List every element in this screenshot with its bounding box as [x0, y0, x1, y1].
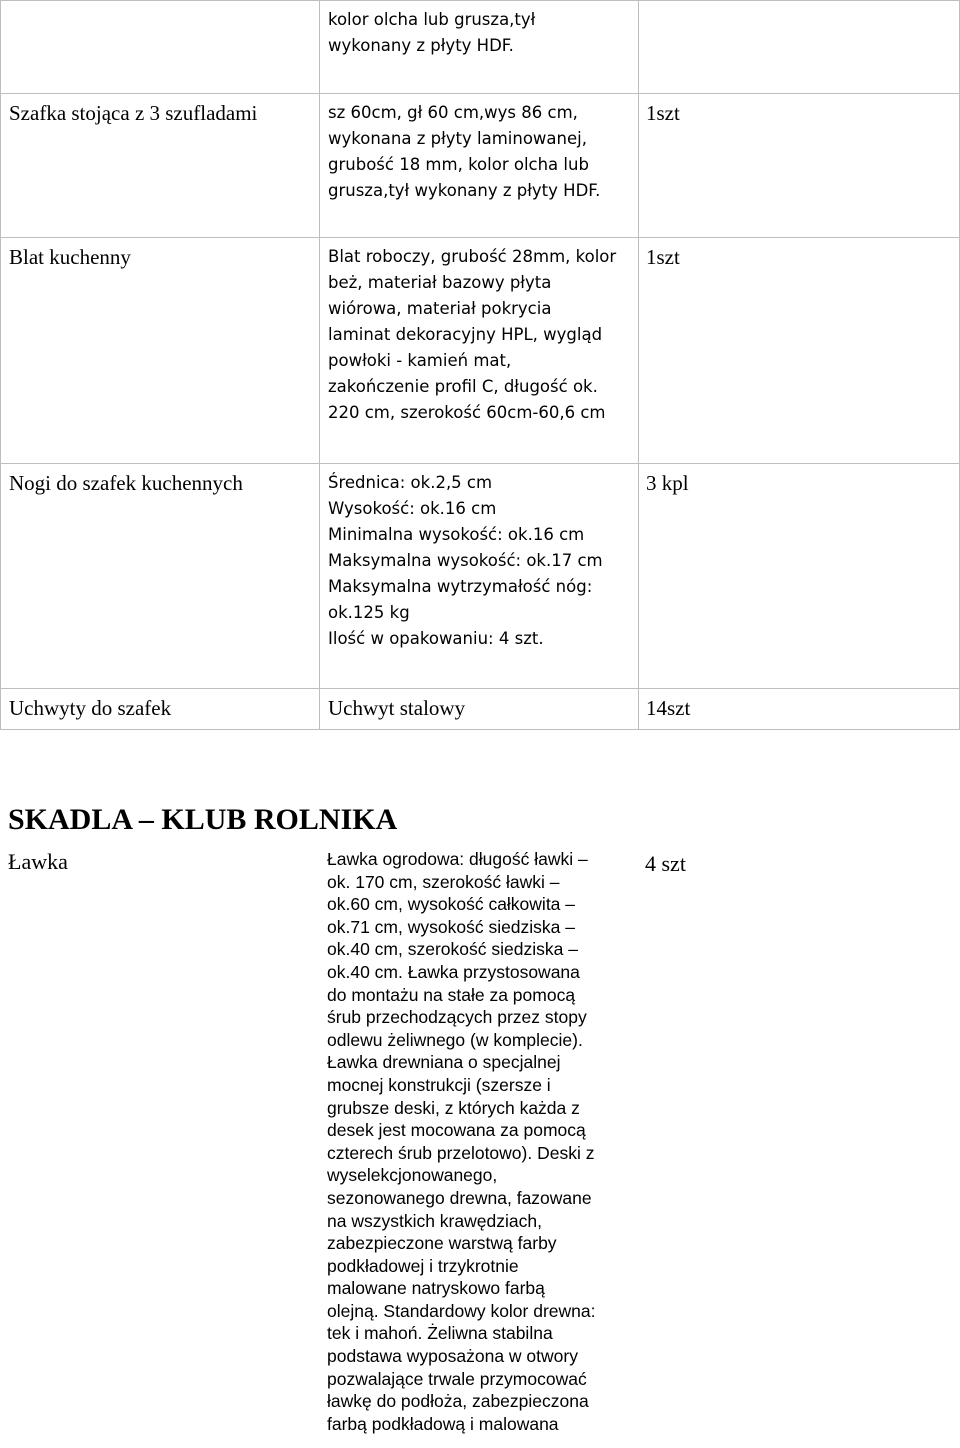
- item-name: Nogi do szafek kuchennych: [9, 471, 243, 495]
- item-description-cell: [320, 94, 639, 238]
- item-name-cell: [1, 238, 320, 464]
- item-description-cell: [320, 238, 639, 464]
- item-name-cell: [1, 689, 320, 730]
- item-name: Uchwyty do szafek: [9, 696, 172, 720]
- item-quantity-cell: [639, 1, 960, 94]
- item-description-cell: [320, 464, 639, 689]
- item-quantity: [639, 1, 959, 7]
- item-name-cell: [1, 464, 320, 689]
- item-description-cell: [320, 1, 639, 94]
- item-quantity-cell: [639, 94, 960, 238]
- bench-name: Ławka: [8, 849, 68, 874]
- item-name: [1, 1, 319, 7]
- bench-description: Ławka ogrodowa: długość ławki – ok. 170 cm, szerokość ławki – ok.60 cm, wysokość całkowita – ok.71 cm, wysokość siedziska – ok.40 cm, szerokość siedziska – ok.40 cm. Ławka przystosowana do montażu na stałe za pomocą śrub przechodzących przez stopy odlewu żeliwnego (w komplecie). Ławka drewniana o specjalnej mocnej konstrukcji (szersze i grubsze deski, z których każda z desek jest mocowana za pomocą czterech śrub przelotowo). Deski z wyselekcjonowanego, sezonowanego drewna, fazowane na wszystkich krawędziach, zabezpieczone warstwą farby podkładowej i trzykrotnie malowane natryskowo farbą olejną. Standardowy kolor drewna: tek i mahoń. Żeliwna stabilna podstawa wyposażona w otwory pozwalające trwale przymocować ławkę do podłoża, zabezpieczona farbą podkładową i malowana: [327, 849, 596, 1434]
- item-name-cell: [1, 1, 320, 94]
- item-quantity-cell: [639, 689, 960, 730]
- item-description: kolor olcha lub grusza,tył wykonany z płyty HDF.: [328, 10, 536, 55]
- item-name: Blat kuchenny: [9, 245, 131, 269]
- item-quantity: 1szt: [646, 245, 680, 269]
- item-quantity: 3 kpl: [646, 471, 689, 495]
- table-row: [1, 238, 960, 464]
- table-row: [1, 689, 960, 730]
- section-title: SKADLA – KLUB ROLNIKA: [8, 803, 398, 836]
- item-name-cell: [1, 94, 320, 238]
- item-quantity-cell: [639, 238, 960, 464]
- bench-quantity: 4 szt: [645, 851, 686, 876]
- item-description: sz 60cm, gł 60 cm,wys 86 cm, wykonana z płyty laminowanej, grubość 18 mm, kolor olcha lub grusza,tył wykonany z płyty HDF.: [328, 103, 601, 200]
- item-description: Uchwyt stalowy: [328, 696, 466, 720]
- table-row: [1, 1, 960, 94]
- table-row: [1, 94, 960, 238]
- item-quantity: 14szt: [646, 696, 691, 720]
- item-name: Szafka stojąca z 3 szufladami: [9, 101, 258, 125]
- item-description: Średnica: ok.2,5 cm Wysokość: ok.16 cm Minimalna wysokość: ok.16 cm Maksymalna wysokość: ok.17 cm Maksymalna wytrzymałość nóg: ok.125 kg Ilość w opakowaniu: 4 szt.: [328, 473, 603, 648]
- item-description: Blat roboczy, grubość 28mm, kolor beż, materiał bazowy płyta wiórowa, materiał pokrycia laminat dekoracyjny HPL, wygląd powłoki - kamień mat, zakończenie profil C, długość ok. 220 cm, szerokość 60cm-60,6 cm: [328, 247, 617, 422]
- item-quantity: 1szt: [646, 101, 680, 125]
- item-quantity-cell: [639, 464, 960, 689]
- table-row: [1, 464, 960, 689]
- item-description-cell: [320, 689, 639, 730]
